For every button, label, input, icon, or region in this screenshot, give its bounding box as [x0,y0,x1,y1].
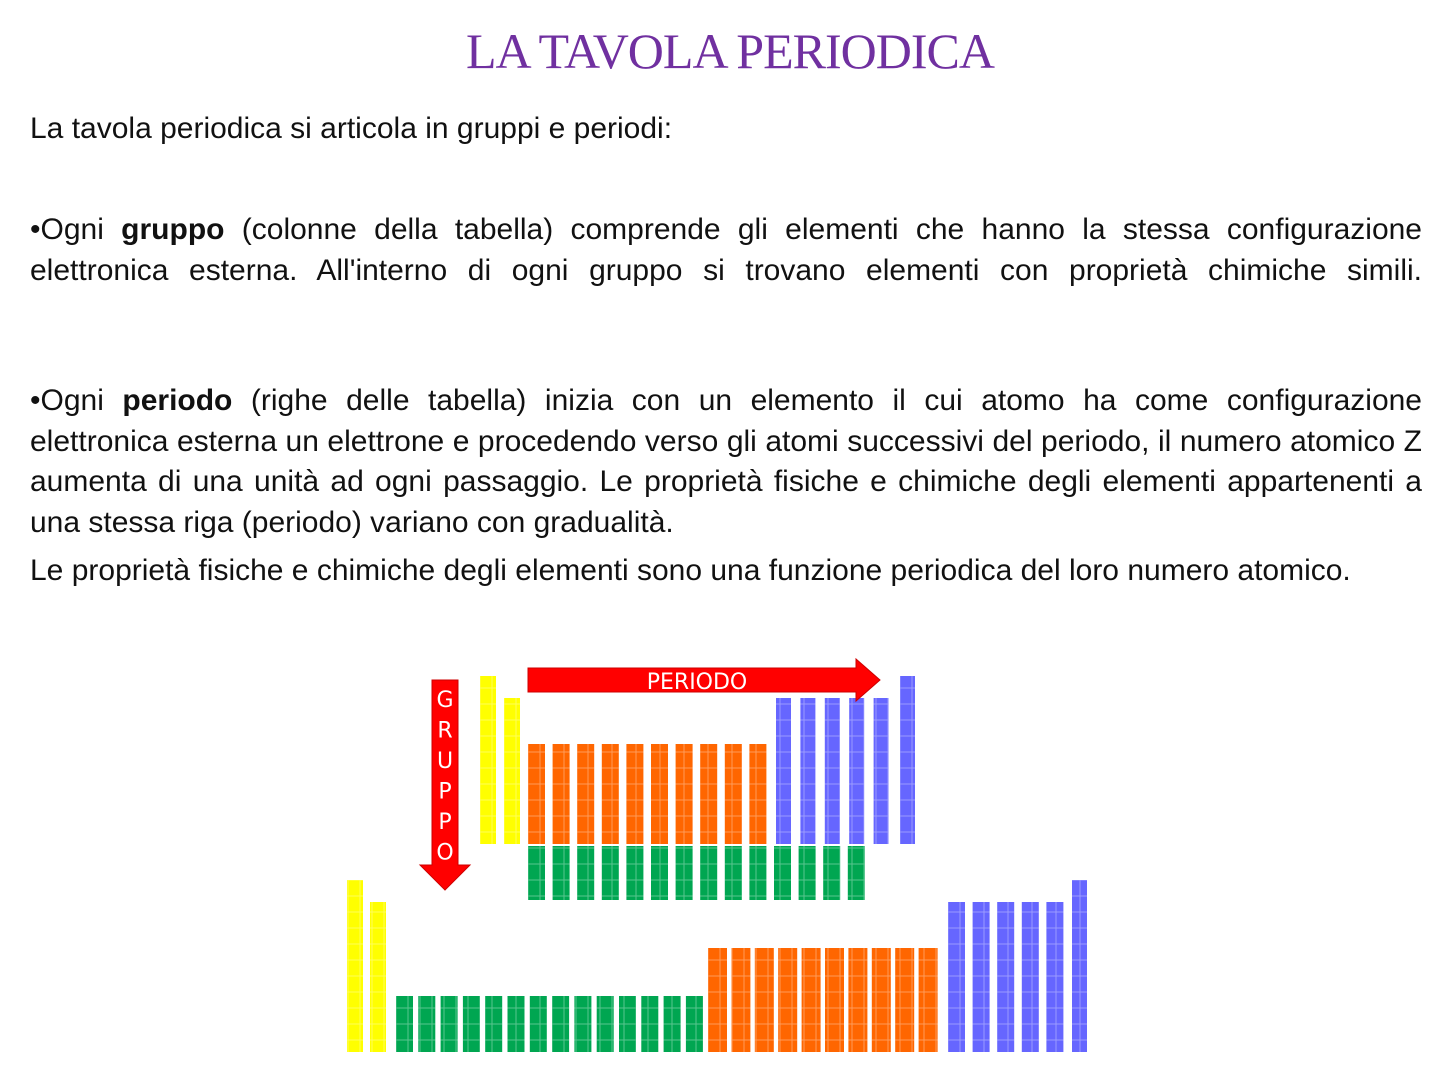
gruppo-label-letter: G [436,688,454,713]
f-block-column-grid [418,996,435,1052]
periodo-description: (righe delle tabella) inizia con un elemento il cui atomo ha come configurazione elettronica esterna un elettrone e procedendo verso gli atomi successivi del periodo, il numero atomico Z aumenta di una unità ad ogni passaggio. Le proprietà fisiche e chimiche degli elementi appartenenti a una stessa riga (periodo) variano con gradualità. [30,384,1422,539]
d-block-column-grid [848,948,867,1052]
d-block-column-grid [676,744,693,844]
gruppo-bullet-lead: •Ogni [30,213,122,246]
f-block-column-grid [823,846,840,900]
f-block-column-grid [441,996,458,1052]
gruppo-term: gruppo [121,213,225,246]
f-block-column-grid [463,996,480,1052]
periodo-term: periodo [122,384,233,417]
gruppo-label-letter: P [438,810,452,835]
d-block-column-grid [577,744,594,844]
intro-text: La tavola periodica si articola in gruppi e periodi: [30,112,673,145]
d-block-column-grid [802,948,821,1052]
d-block-column-grid [895,948,914,1052]
f-block-column-grid [774,846,791,900]
f-block-column-grid [700,846,717,900]
f-block-column-grid [664,996,681,1052]
f-block-column-grid [651,846,668,900]
f-block-column-grid [676,846,693,900]
page-title: LA TAVOLA PERIODICA [466,23,994,79]
d-block-column-grid [778,948,797,1052]
d-block-column-grid [528,744,545,844]
f-block-column-grid [686,996,703,1052]
d-block-column-grid [553,744,570,844]
p-block-column-grid [1046,902,1063,1052]
f-block-column-grid [530,996,547,1052]
f-block-column-grid [552,996,569,1052]
s-block-column-grid [347,880,363,1052]
gruppo-label-letter: P [438,779,452,805]
f-block-column-grid [725,846,742,900]
p-block-column-grid [825,698,840,844]
d-block-column-grid [872,948,891,1052]
periodo-bullet-lead: •Ogni [30,384,123,417]
f-block-column-grid [574,996,591,1052]
d-block-column-grid [749,744,766,844]
f-block-column-grid [626,846,643,900]
periodo-label: PERIODO [646,670,748,695]
p-block-column-grid [1072,880,1087,1052]
f-block-column-grid [848,846,865,900]
d-block-column-grid [602,744,619,844]
d-block-column-grid [651,744,668,844]
p-block-column-grid [800,698,815,844]
p-block-column-grid [849,698,864,844]
d-block-column-grid [731,948,750,1052]
s-block-column-grid [504,698,520,844]
f-block-column-grid [577,846,594,900]
f-block-column-grid [641,996,658,1052]
f-block-column-grid [799,846,816,900]
d-block-column-grid [825,948,844,1052]
d-block-column-grid [700,744,717,844]
p-block-column-grid [997,902,1014,1052]
d-block-column-grid [755,948,774,1052]
gruppo-label-letter: O [436,840,454,866]
s-block-column-grid [370,902,386,1052]
s-block-column-grid [480,676,496,844]
gruppo-label-letter: U [436,749,454,774]
d-block-column-grid [626,744,643,844]
f-block-column-grid [749,846,766,900]
p-block-column-grid [874,698,889,844]
p-block-column-grid [1022,902,1039,1052]
p-block-column-grid [948,902,965,1052]
d-block-column-grid [919,948,938,1052]
f-block-column-grid [597,996,614,1052]
gruppo-description: (colonne della tabella) comprende gli elementi che hanno la stessa configurazione elettronica esterna. All'interno di ogni gruppo si trovano elementi con proprietà chimiche simili. [30,213,1422,287]
summary-paragraph: Le proprietà fisiche e chimiche degli elementi sono una funzione periodica del loro numero atomico. [30,554,1351,587]
p-block-column-grid [973,902,990,1052]
gruppo-label-letter: R [437,718,453,744]
p-block-column-grid [900,676,915,844]
f-block-column-grid [485,996,502,1052]
f-block-column-grid [553,846,570,900]
f-block-column-grid [602,846,619,900]
f-block-column-grid [619,996,636,1052]
d-block-column-grid [725,744,742,844]
f-block-column-grid [528,846,545,900]
d-block-column-grid [708,948,727,1052]
f-block-column-grid [396,996,413,1052]
p-block-column-grid [776,698,791,844]
f-block-column-grid [508,996,525,1052]
